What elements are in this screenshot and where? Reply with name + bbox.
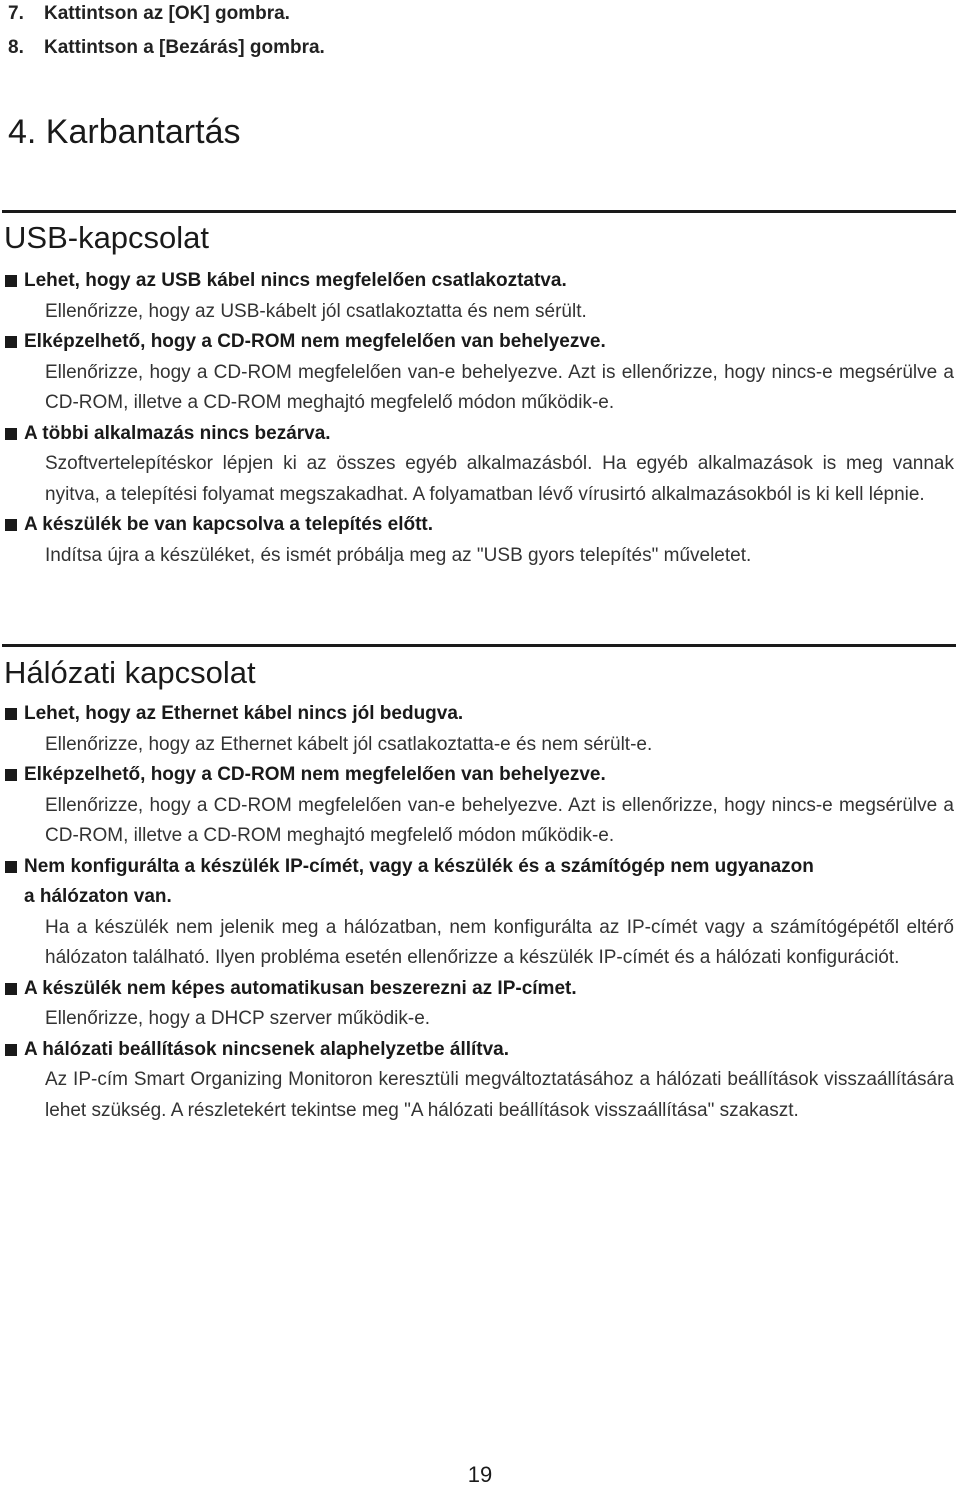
item-body: Ellenőrizze, hogy a CD-ROM megfelelően van-e behelyezve. Azt is ellenőrizze, hogy nincs-e megsérülve a CD-ROM, illetve a CD-ROM meghajtó megfelelő módon működik-e. [45, 794, 954, 846]
step-item [8, 34, 908, 68]
step-number: 8. [8, 37, 24, 58]
item-heading-continuation: a hálózaton van. [24, 886, 172, 907]
item-body: Szoftvertelepítéskor lépjen ki az összes egyéb alkalmazásból. Ha egyéb alkalmazások is meg vannak nyitva, a telepítési folyamat megszakadhat. A folyamatban lévő vírusirtó alkalmazásokból is ki kell lépnie. [45, 453, 954, 505]
item-body: Ha a készülék nem jelenik meg a hálózatban, nem konfigurálta az IP-címét vagy a számítógépétől eltérő hálózaton található. Ilyen probléma esetén ellenőrizze a készülék IP-címét és a hálózati konfigurációt. [45, 916, 954, 968]
troubleshoot-item [0, 760, 956, 852]
square-bullet-icon [5, 1044, 17, 1056]
item-body: Indítsa újra a készüléket, és ismét próbálja meg az "USB gyors telepítés" műveletet. [45, 544, 752, 566]
square-bullet-icon [5, 708, 17, 720]
item-heading: A készülék nem képes automatikusan beszerezni az IP-címet. [24, 977, 577, 999]
square-bullet-icon [5, 861, 17, 873]
item-body: Ellenőrizze, hogy a CD-ROM megfelelően van-e behelyezve. Azt is ellenőrizze, hogy nincs-e megsérülve a CD-ROM, illetve a CD-ROM meghajtó megfelelő módon működik-e. [45, 361, 954, 413]
section-divider [2, 644, 956, 647]
item-body: Ellenőrizze, hogy a DHCP szerver működik-e. [45, 1008, 431, 1029]
item-heading: Lehet, hogy az USB kábel nincs megfelelően csatlakoztatva. [24, 270, 567, 291]
item-heading-line: Nem konfigurálta a készülék IP-címét, vagy a készülék és a számítógép nem ugyanazon [24, 855, 814, 877]
item-heading: A hálózati beállítások nincsenek alaphelyzetbe állítva. [24, 1038, 510, 1060]
section-divider [2, 210, 956, 213]
item-heading: Elképzelhető, hogy a CD-ROM nem megfelelően van behelyezve. [24, 764, 606, 785]
section-usb [0, 210, 956, 571]
troubleshoot-list [0, 699, 956, 1126]
item-heading [24, 852, 954, 913]
item-body: Az IP-cím Smart Organizing Monitoron keresztüli megváltoztatásához a hálózati beállítások visszaállítására lehet szükség. A részletekért tekintse meg "A hálózati beállítások visszaállítása" szakaszt. [45, 1069, 954, 1121]
item-heading: A többi alkalmazás nincs bezárva. [24, 422, 331, 444]
square-bullet-icon [5, 519, 17, 531]
step-list [8, 0, 908, 68]
square-bullet-icon [5, 336, 17, 348]
step-text: Kattintson a [Bezárás] gombra. [44, 37, 325, 58]
section-title: Hálózati kapcsolat [4, 655, 256, 690]
item-heading: A készülék be van kapcsolva a telepítés előtt. [24, 514, 434, 535]
troubleshoot-item [0, 510, 956, 571]
troubleshoot-item [0, 327, 956, 419]
chapter-title: 4. Karbantartás [8, 113, 241, 151]
item-body: Ellenőrizze, hogy az USB-kábelt jól csatlakoztatta és nem sérült. [45, 300, 587, 322]
item-body: Ellenőrizze, hogy az Ethernet kábelt jól csatlakoztatta-e és nem sérült-e. [45, 733, 653, 755]
section-title: USB-kapcsolat [4, 220, 210, 255]
troubleshoot-list [0, 266, 956, 571]
square-bullet-icon [5, 275, 17, 287]
square-bullet-icon [5, 983, 17, 995]
step-item [8, 0, 908, 34]
square-bullet-icon [5, 428, 17, 440]
troubleshoot-item [0, 852, 956, 974]
square-bullet-icon [5, 769, 17, 781]
step-number: 7. [8, 3, 24, 24]
item-heading: Lehet, hogy az Ethernet kábel nincs jól bedugva. [24, 703, 464, 724]
troubleshoot-item [0, 266, 956, 327]
troubleshoot-item [0, 1035, 956, 1127]
troubleshoot-item [0, 699, 956, 760]
troubleshoot-item [0, 974, 956, 1035]
page-number: 19 [467, 1462, 493, 1487]
item-heading: Elképzelhető, hogy a CD-ROM nem megfelelően van behelyezve. [24, 331, 606, 352]
step-text: Kattintson az [OK] gombra. [44, 3, 290, 24]
troubleshoot-item [0, 419, 956, 511]
section-network [0, 644, 956, 1126]
